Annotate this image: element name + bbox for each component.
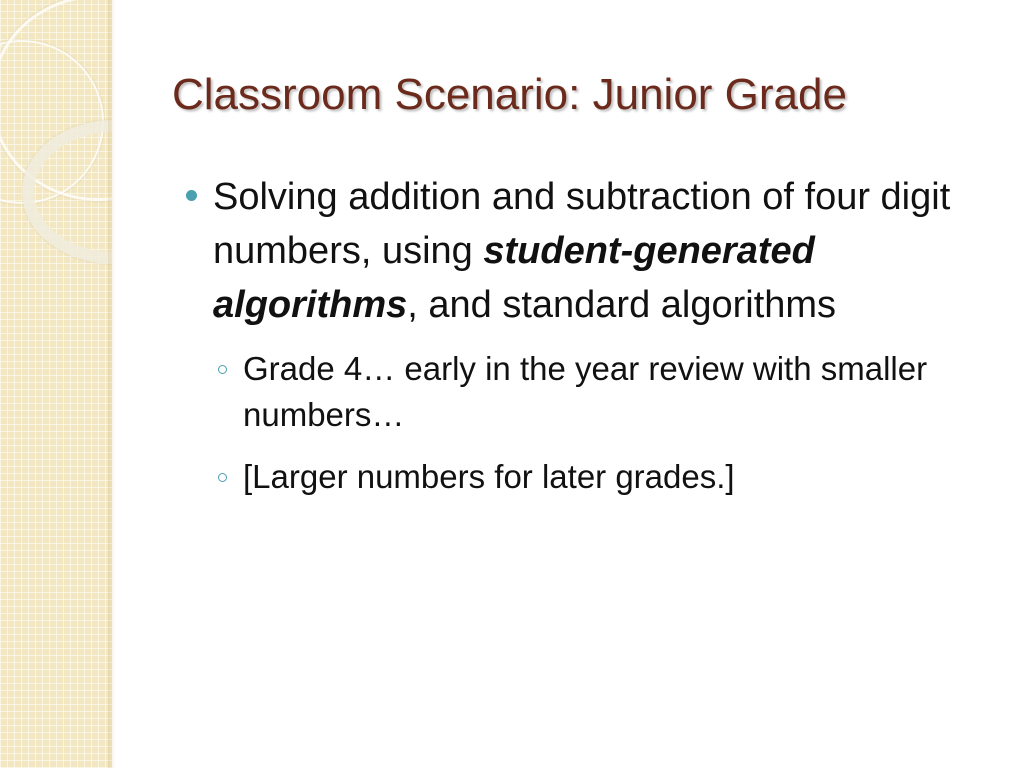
sub-bullet <box>218 346 976 438</box>
sub-bullet-text: Grade 4… early in the year review with smaller numbers… <box>243 350 928 433</box>
ring-bullet-icon <box>218 365 227 374</box>
main-bullet-text: Solving addition and subtraction of four digit numbers, using <box>213 176 951 272</box>
sub-bullet-list <box>218 346 976 500</box>
sidebar-edge-shadow <box>108 0 116 768</box>
main-bullet-emphasis: student-generated algorithms <box>213 230 815 326</box>
slide-title: Classroom Scenario: Junior Grade <box>172 70 847 119</box>
sub-bullet <box>218 454 976 500</box>
bullet-dot-icon <box>186 190 197 201</box>
main-bullet-text-end: , and standard algorithms <box>407 284 837 326</box>
main-bullet <box>186 170 976 332</box>
decorative-sidebar <box>0 0 112 768</box>
sub-bullet-text: [Larger numbers for later grades.] <box>243 458 735 495</box>
slide-content <box>186 170 976 516</box>
ring-bullet-icon <box>218 473 227 482</box>
